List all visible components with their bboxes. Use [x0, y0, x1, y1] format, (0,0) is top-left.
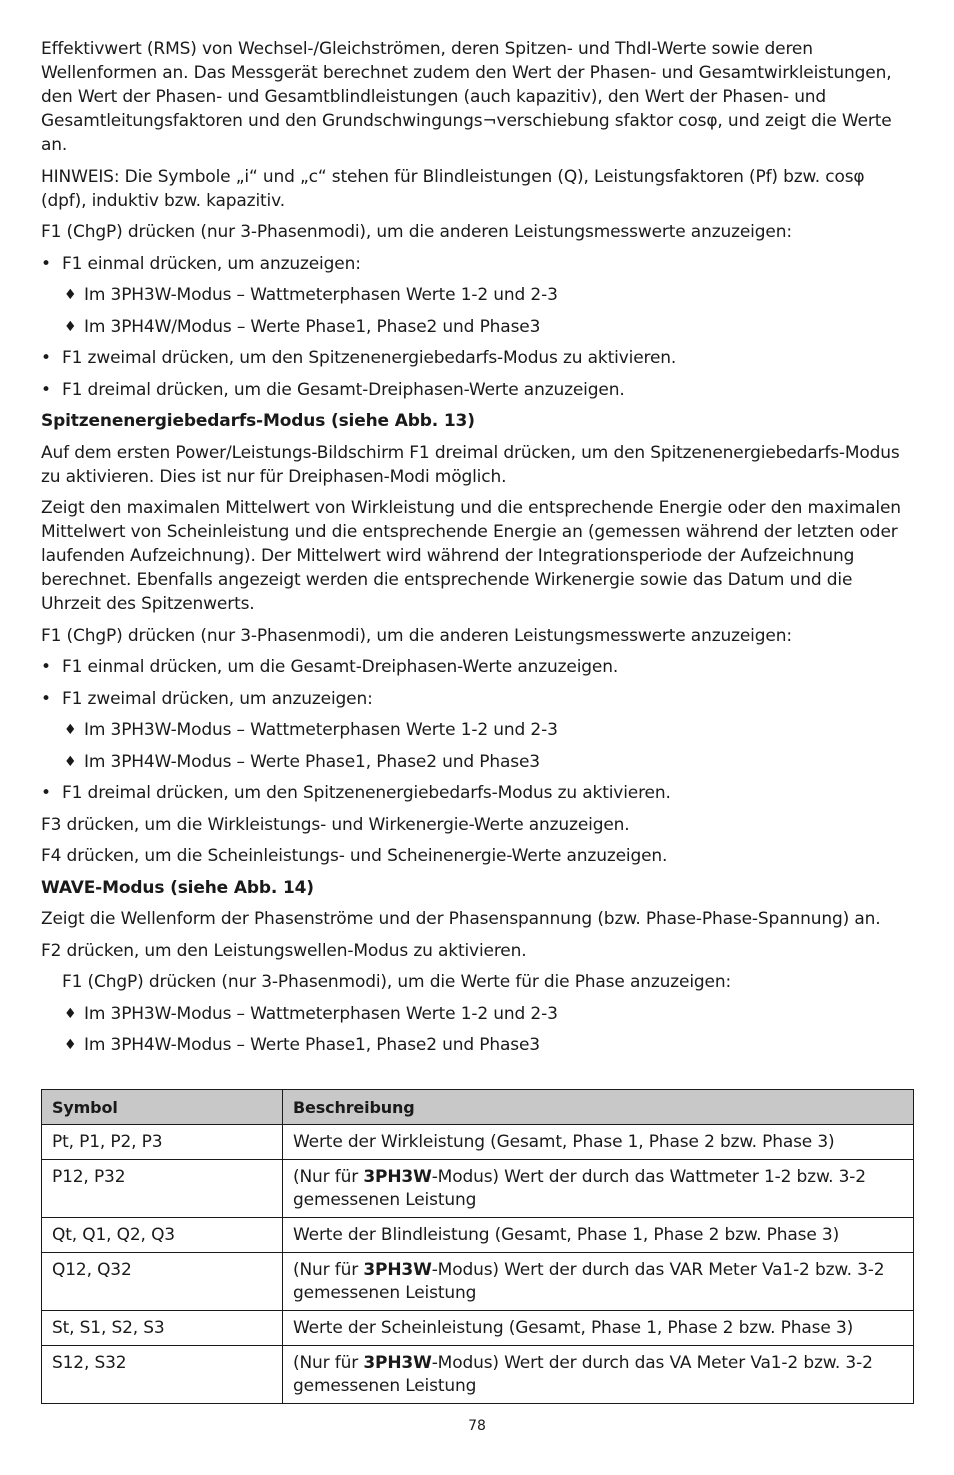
description-cell [283, 1160, 914, 1218]
symbol-cell: Qt, Q1, Q2, Q3 [42, 1218, 283, 1253]
table-row [42, 1218, 914, 1253]
table-row [42, 1346, 914, 1404]
description-cell [283, 1346, 914, 1404]
symbol-cell: P12, P32 [42, 1160, 283, 1218]
wave-paragraph: Zeigt die Wellenform der Phasenströme und der Phasenspannung (bzw. Phase-Phase-Spannung) an. [41, 909, 881, 929]
description-text: -Modus) Wert der durch das VAR Meter Va1-2 bzw. 3-2 gemessenen Leistung [293, 1260, 885, 1303]
description-cell: Werte der Scheinleistung (Gesamt, Phase 1, Phase 2 bzw. Phase 3) [283, 1311, 914, 1346]
sub-bullet-item: ♦ Im 3PH3W-Modus – Wattmeterphasen Werte 1-2 und 2-3 [41, 283, 914, 307]
sub-bullet-item: ♦ Im 3PH3W-Modus – Wattmeterphasen Werte 1-2 und 2-3 [41, 718, 914, 742]
instruction-paragraph: F1 (ChgP) drücken (nur 3-Phasenmodi), um die anderen Leistungsmesswerte anzuzeigen: [41, 625, 792, 646]
table-row [42, 1253, 914, 1311]
symbol-cell: Pt, P1, P2, P3 [42, 1125, 283, 1160]
section-heading-peak-demand: Spitzenenergiebedarfs-Modus (siehe Abb. 13) [41, 411, 475, 431]
sub-bullet-item: ♦ Im 3PH4W-Modus – Werte Phase1, Phase2 und Phase3 [41, 750, 914, 774]
page-number: 78 [468, 1418, 486, 1434]
note-paragraph: HINWEIS: Die Symbole „i“ und „c“ stehen für Blindleistungen (Q), Leistungsfaktoren (Pf) bzw. cosφ (dpf), induktiv bzw. kapazitiv. [41, 166, 865, 211]
table-header-symbol: Symbol [42, 1090, 283, 1125]
bullet-item: • F1 zweimal drücken, um anzuzeigen: [41, 687, 914, 711]
mode-name: 3PH3W [363, 1167, 432, 1187]
bullet-item: • F1 dreimal drücken, um den Spitzenenergiebedarfs-Modus zu aktivieren. [41, 781, 914, 805]
peak-demand-description: Zeigt den maximalen Mittelwert von Wirkleistung und die entsprechende Energie oder den maximalen Mittelwert von Scheinleistung und die entsprechende Energie an (gemessen während der letzten oder laufenden Aufzeichnung). Der Mittelwert wird während der Integrationsperiode der Aufzeichnung berechnet. Ebenfalls angezeigt werden die entsprechende Wirkenergie sowie das Datum und die Uhrzeit des Spitzenwerts. [41, 498, 901, 614]
bullet-item: • F1 dreimal drücken, um die Gesamt-Dreiphasen-Werte anzuzeigen. [41, 378, 914, 402]
table-row [42, 1311, 914, 1346]
description-cell: Werte der Blindleistung (Gesamt, Phase 1, Phase 2 bzw. Phase 3) [283, 1218, 914, 1253]
symbol-table [41, 1089, 914, 1404]
chgp-paragraph: F1 (ChgP) drücken (nur 3-Phasenmodi), um die Werte für die Phase anzuzeigen: [62, 972, 732, 992]
symbol-cell: S12, S32 [42, 1346, 283, 1404]
f2-paragraph: F2 drücken, um den Leistungswellen-Modus zu aktivieren. [41, 940, 527, 961]
table-row [42, 1125, 914, 1160]
description-text: -Modus) Wert der durch das VA Meter Va1-2 bzw. 3-2 gemessenen Leistung [293, 1353, 873, 1396]
mode-name: 3PH3W [363, 1260, 432, 1280]
mode-name: 3PH3W [363, 1353, 432, 1373]
sub-bullet-item: ♦ Im 3PH4W/Modus – Werte Phase1, Phase2 und Phase3 [41, 315, 914, 339]
bullet-item: • F1 einmal drücken, um anzuzeigen: [41, 252, 914, 276]
bullet-item: • F1 zweimal drücken, um den Spitzenenergiebedarfs-Modus zu aktivieren. [41, 346, 914, 370]
f3-paragraph: F3 drücken, um die Wirkleistungs- und Wirkenergie-Werte anzuzeigen. [41, 814, 630, 835]
description-text: (Nur für [293, 1353, 364, 1373]
table-header-description: Beschreibung [283, 1090, 914, 1125]
description-text: -Modus) Wert der durch das Wattmeter 1-2 bzw. 3-2 gemessenen Leistung [293, 1167, 866, 1210]
description-cell [283, 1253, 914, 1311]
bullet-item: • F1 einmal drücken, um die Gesamt-Dreiphasen-Werte anzuzeigen. [41, 655, 914, 679]
instruction-paragraph: F1 (ChgP) drücken (nur 3-Phasenmodi), um die anderen Leistungsmesswerte anzuzeigen: [41, 222, 792, 242]
symbol-cell: Q12, Q32 [42, 1253, 283, 1311]
f4-paragraph: F4 drücken, um die Scheinleistungs- und Scheinenergie-Werte anzuzeigen. [41, 846, 668, 866]
intro-paragraph: Effektivwert (RMS) von Wechsel-/Gleichströmen, deren Spitzen- und ThdI-Werte sowie deren Wellenformen an. Das Messgerät berechnet zudem den Wert der Phasen- und Gesamtwirkleistungen, den Wert der Phasen- und Gesamtblindleistungen (auch kapazitiv), den Wert der Phasen- und Gesamtleitungsfaktoren und den Grundschwingungs¬verschiebung sfaktor cosφ, und zeigt die Werte an. [41, 39, 892, 155]
sub-bullet-item: ♦ Im 3PH4W-Modus – Werte Phase1, Phase2 und Phase3 [41, 1033, 914, 1057]
description-text: (Nur für [293, 1167, 364, 1187]
table-row [42, 1160, 914, 1218]
page-body [41, 37, 914, 1065]
description-cell: Werte der Wirkleistung (Gesamt, Phase 1, Phase 2 bzw. Phase 3) [283, 1125, 914, 1160]
description-text: (Nur für [293, 1260, 364, 1280]
sub-bullet-item: ♦ Im 3PH3W-Modus – Wattmeterphasen Werte 1-2 und 2-3 [41, 1002, 914, 1026]
symbol-cell: St, S1, S2, S3 [42, 1311, 283, 1346]
section-heading-wave: WAVE-Modus (siehe Abb. 14) [41, 877, 314, 898]
peak-demand-paragraph: Auf dem ersten Power/Leistungs-Bildschirm F1 dreimal drücken, um den Spitzenenergiebedarfs-Modus zu aktivieren. Dies ist nur für Dreiphasen-Modi möglich. [41, 442, 900, 487]
table-header-row [42, 1090, 914, 1125]
